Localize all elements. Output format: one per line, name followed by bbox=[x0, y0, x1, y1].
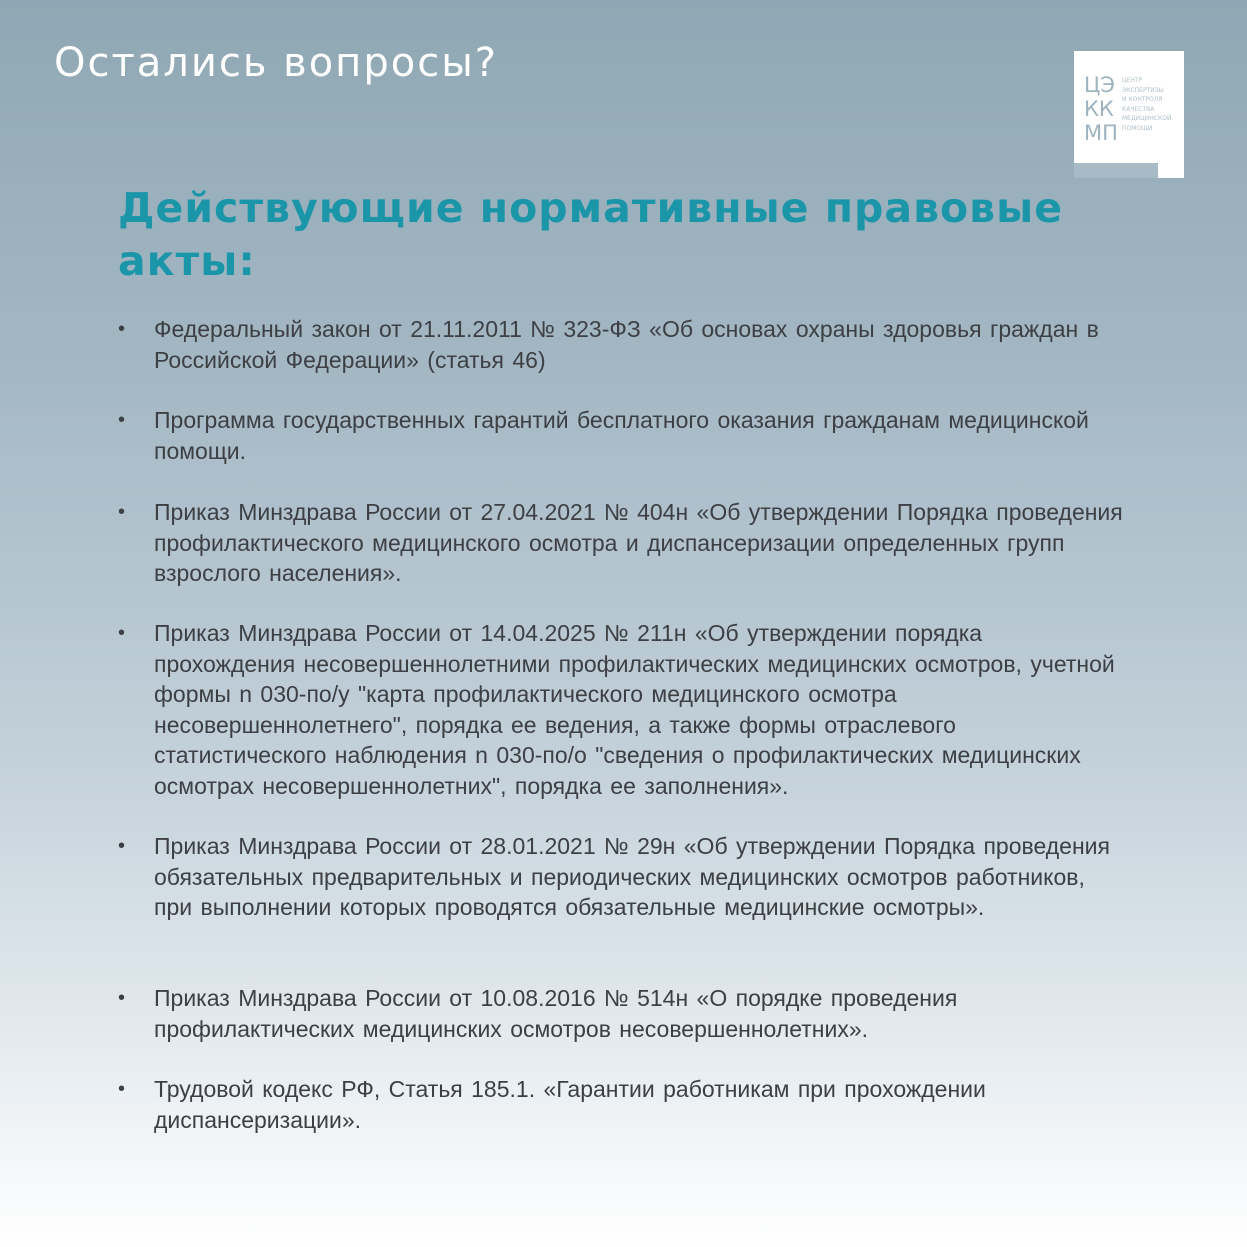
list-item bbox=[118, 405, 1128, 466]
bullet-icon: • bbox=[118, 501, 126, 523]
logo-subtitle bbox=[1122, 76, 1182, 133]
organization-logo bbox=[1074, 51, 1184, 178]
logo-subtitle-line: ЦЕНТР bbox=[1122, 77, 1143, 84]
list-item-text: Приказ Минздрава России от 28.01.2021 № 29н «Об утверждении Порядка проведения обязательных предварительных и периодических медицинских осмотров работников, при выполнении которых проводятся обязательные медицинские осмотры». bbox=[154, 833, 1110, 920]
list-item-text: Трудовой кодекс РФ, Статья 185.1. «Гарантии работникам при прохождении диспансеризации». bbox=[154, 1076, 986, 1133]
bullet-icon: • bbox=[118, 835, 126, 857]
bullet-icon: • bbox=[118, 318, 126, 340]
list-item-text: Программа государственных гарантий бесплатного оказания гражданам медицинской помощи. bbox=[154, 407, 1089, 464]
bullet-icon: • bbox=[118, 409, 126, 431]
logo-notch bbox=[1074, 163, 1158, 178]
logo-subtitle-line: КАЧЕСТВА bbox=[1122, 105, 1155, 113]
list-item bbox=[118, 618, 1128, 801]
list-item-text: Федеральный закон от 21.11.2011 № 323-ФЗ «Об основах охраны здоровья граждан в Российской Федерации» (статья 46) bbox=[154, 316, 1099, 373]
list-item-text: Приказ Минздрава России от 10.08.2016 № 514н «О порядке проведения профилактических медицинских осмотров несовершеннолетних». bbox=[154, 985, 958, 1042]
list-item-text: Приказ Минздрава России от 14.04.2025 № 211н «Об утверждении порядка прохождения несовершеннолетними профилактических медицинских осмотров, учетной формы n 030-по/у "карта профилактического медицинского осмотра несовершеннолетнего", порядка ее ведения, а также формы отраслевого статистического наблюдения n 030-по/о "сведения о профилактических медицинских осмотрах несовершеннолетних", порядка ее заполнения». bbox=[154, 620, 1115, 799]
list-item bbox=[118, 831, 1128, 923]
bullet-icon: • bbox=[118, 622, 126, 644]
section-title: Действующие нормативные правовые акты: bbox=[118, 184, 1064, 285]
bullet-icon: • bbox=[118, 1078, 126, 1100]
list-item bbox=[118, 1074, 1128, 1135]
page-header-title: Остались вопросы? bbox=[54, 40, 498, 86]
list-item bbox=[118, 983, 1128, 1044]
bullet-icon: • bbox=[118, 987, 126, 1009]
logo-subtitle-line: МЕДИЦИНСКОЙ bbox=[1122, 115, 1172, 122]
list-item bbox=[118, 497, 1128, 589]
logo-subtitle-line: ЭКСПЕРТИЗЫ bbox=[1122, 86, 1164, 94]
logo-subtitle-line: И КОНТРОЛЯ bbox=[1122, 96, 1163, 103]
logo-letters: ЦЭ КК МП bbox=[1084, 73, 1118, 145]
list-item bbox=[118, 314, 1128, 375]
logo-subtitle-line: ПОМОЩИ bbox=[1122, 124, 1153, 132]
list-item-text: Приказ Минздрава России от 27.04.2021 № 404н «Об утверждении Порядка проведения профилактического медицинского осмотра и диспансеризации определенных групп взрослого населения». bbox=[154, 499, 1123, 586]
